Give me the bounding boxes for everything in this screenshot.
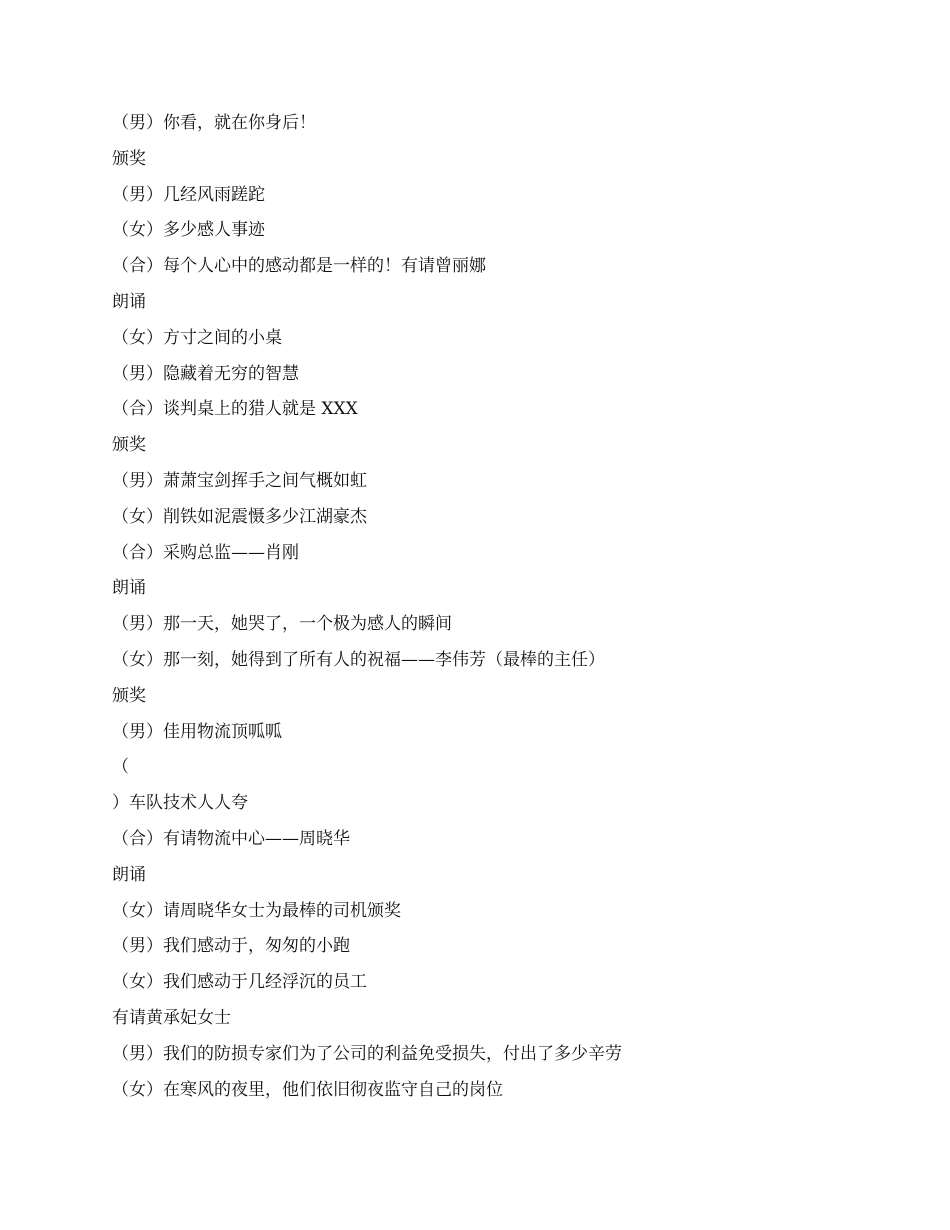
script-line: （男）我们的防损专家们为了公司的利益免受损失，付出了多少辛劳: [112, 1043, 622, 1064]
script-line: （合）有请物流中心——周晓华: [112, 828, 350, 849]
script-line: （女）那一刻，她得到了所有人的祝福——李伟芳（最棒的主任）: [112, 649, 605, 670]
script-line: 颁奖: [112, 435, 146, 456]
script-line: ）车队技术人人夸: [112, 793, 248, 814]
script-line: （女）请周晓华女士为最棒的司机颁奖: [112, 900, 401, 921]
script-line: （男）佳用物流顶呱呱: [112, 721, 282, 742]
script-line: （: [112, 757, 129, 778]
script-line: 有请黄承妃女士: [112, 1007, 231, 1028]
script-line: （女）我们感动于几经浮沉的员工: [112, 972, 367, 993]
script-text-block: [112, 110, 852, 1112]
script-line: （女）在寒风的夜里，他们依旧彻夜监守自己的岗位: [112, 1079, 503, 1100]
script-line: 颁奖: [112, 148, 146, 169]
script-line: （男）那一天，她哭了，一个极为感人的瞬间: [112, 614, 452, 635]
script-line: （男）几经风雨蹉跎: [112, 184, 265, 205]
script-line: 朗诵: [112, 864, 146, 885]
script-line: （合）采购总监——肖刚: [112, 542, 299, 563]
script-line: （女）方寸之间的小桌: [112, 327, 282, 348]
script-line: （合）每个人心中的感动都是一样的！有请曾丽娜: [112, 256, 486, 277]
script-line: （男）萧萧宝剑挥手之间气概如虹: [112, 470, 367, 491]
script-line: （男）我们感动于，匆匆的小跑: [112, 936, 350, 957]
script-line: （女）多少感人事迹: [112, 220, 265, 241]
script-line: 朗诵: [112, 578, 146, 599]
script-line: 朗诵: [112, 291, 146, 312]
script-line: （女）削铁如泥震慑多少江湖豪杰: [112, 506, 367, 527]
script-line: （男）隐藏着无穷的智慧: [112, 363, 299, 384]
script-line: （合）谈判桌上的猎人就是 XXX: [112, 399, 358, 420]
script-line: 颁奖: [112, 685, 146, 706]
script-line: （男）你看，就在你身后！: [112, 113, 316, 133]
